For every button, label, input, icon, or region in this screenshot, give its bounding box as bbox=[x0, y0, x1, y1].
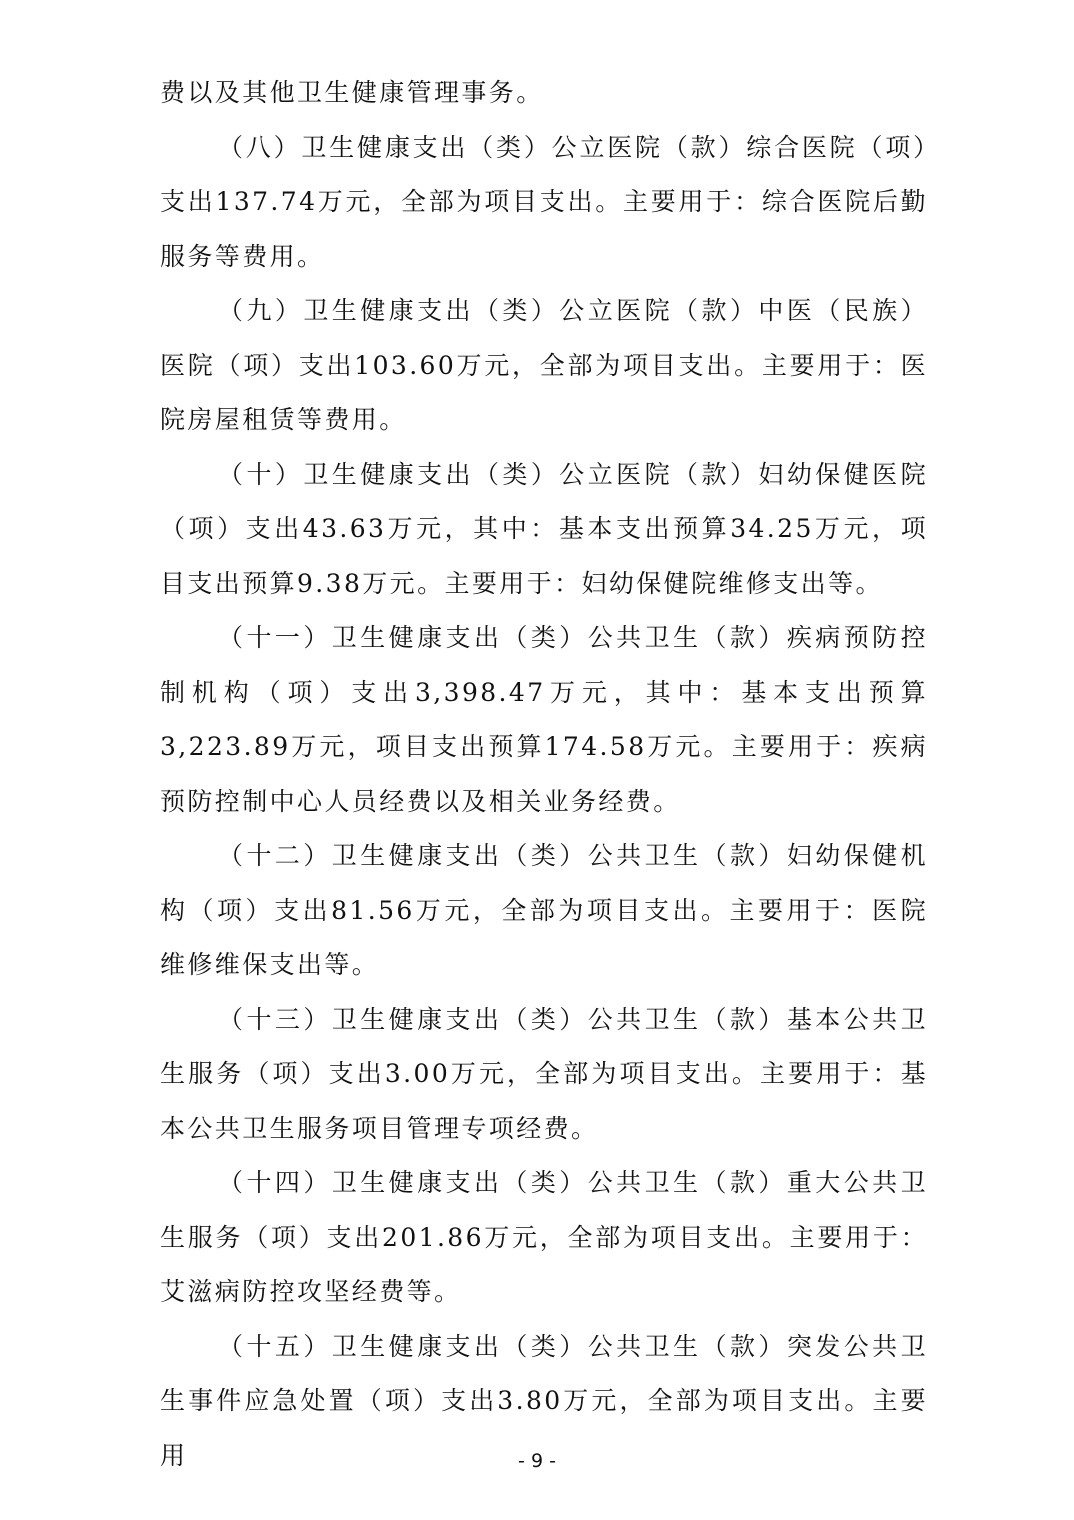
paragraph-item-12: （十二）卫生健康支出（类）公共卫生（款）妇幼保健机构（项）支出81.56万元，全部为项目支出。主要用于：医院维修维保支出等。 bbox=[160, 841, 928, 979]
paragraph-item-8: （八）卫生健康支出（类）公立医院（款）综合医院（项）支出137.74万元，全部为项目支出。主要用于：综合医院后勤服务等费用。 bbox=[160, 132, 928, 271]
page-number: - 9 - bbox=[518, 1450, 556, 1472]
paragraph-item-11: （十一）卫生健康支出（类）公共卫生（款）疾病预防控制机构（项）支出3,398.47万元，其中：基本支出预算3,223.89万元，项目支出预算174.58万元。主要用于：疾病预防控制中心人员经费以及相关业务经费。 bbox=[160, 623, 928, 816]
document-body bbox=[160, 66, 928, 1483]
paragraph-item-14: （十四）卫生健康支出（类）公共卫生（款）重大公共卫生服务（项）支出201.86万元，全部为项目支出。主要用于：艾滋病防控攻坚经费等。 bbox=[160, 1168, 928, 1306]
paragraph-item-9: （九）卫生健康支出（类）公立医院（款）中医（民族）医院（项）支出103.60万元，全部为项目支出。主要用于：医院房屋租赁等费用。 bbox=[160, 296, 928, 434]
paragraph-item-10: （十）卫生健康支出（类）公立医院（款）妇幼保健医院（项）支出43.63万元，其中：基本支出预算34.25万元，项目支出预算9.38万元。主要用于：妇幼保健院维修支出等。 bbox=[160, 459, 928, 598]
paragraph-item-15: （十五）卫生健康支出（类）公共卫生（款）突发公共卫生事件应急处置（项）支出3.80万元，全部为项目支出。主要用 bbox=[160, 1331, 928, 1470]
paragraph-continuation: 费以及其他卫生健康管理事务。 bbox=[160, 78, 544, 107]
paragraph-item-13: （十三）卫生健康支出（类）公共卫生（款）基本公共卫生服务（项）支出3.00万元，全部为项目支出。主要用于：基本公共卫生服务项目管理专项经费。 bbox=[160, 1004, 928, 1143]
